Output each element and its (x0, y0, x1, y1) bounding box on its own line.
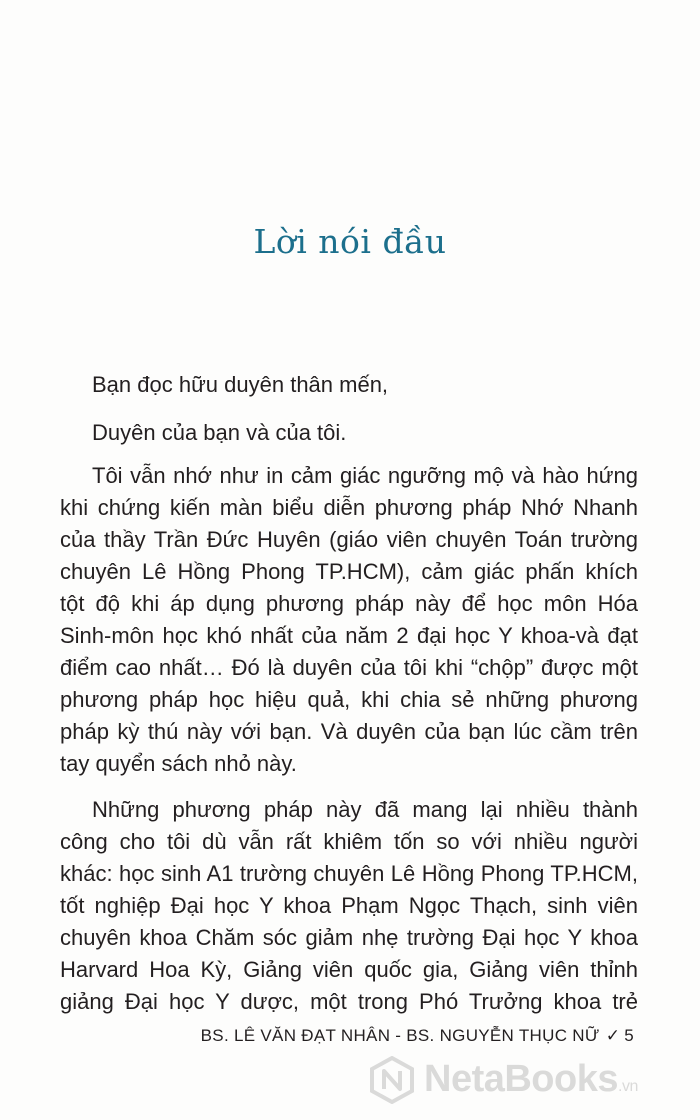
text-line: Tôi vẫn nhớ như in cảm giác ngưỡng mộ và hào hứng (92, 463, 638, 488)
text-line: giảng Đại học Y dược, một trong Phó Trưởng khoa trẻ (60, 989, 638, 1014)
text-line: pháp kỳ thú này với bạn. Và duyên của bạn lúc cầm trên (60, 719, 638, 744)
watermark-brand: NetaBooks (424, 1058, 618, 1100)
text-line: của thầy Trần Đức Huyên (giáo viên chuyên Toán trường (60, 527, 638, 552)
text-line: khi chứng kiến màn biểu diễn phương pháp Nhớ Nhanh (60, 495, 638, 520)
text-line: Những phương pháp này đã mang lại nhiều thành (92, 797, 638, 822)
greeting-line: Duyên của bạn và của tôi. (92, 420, 347, 445)
text-line: khác: học sinh A1 trường chuyên Lê Hồng Phong TP.HCM, (60, 861, 638, 886)
page-footer (201, 1026, 634, 1046)
text-line: Harvard Hoa Kỳ, Giảng viên quốc gia, Giảng viên thỉnh (60, 957, 638, 982)
watermark-text (424, 1058, 638, 1101)
text-line: chuyên Lê Hồng Phong TP.HCM), cảm giác phấn khích (60, 559, 638, 584)
text-line: phương pháp học hiệu quả, khi chia sẻ những phương (60, 687, 638, 712)
watermark-suffix: .vn (618, 1078, 638, 1095)
text-line: điểm cao nhất… Đó là duyên của tôi khi “chộp” được một (60, 655, 638, 680)
chapter-title: Lời nói đầu (253, 222, 447, 261)
text-line: chuyên khoa Chăm sóc giảm nhẹ trường Đại học Y khoa (60, 925, 638, 950)
check-icon: ✓ (605, 1026, 621, 1045)
text-line: Sinh-môn học khó nhất của năm 2 đại học Y khoa-và đạt (60, 623, 638, 648)
footer-authors: BS. LÊ VĂN ĐẠT NHÂN - BS. NGUYỄN THỤC NỮ (200, 1026, 600, 1045)
netabooks-logo-icon (368, 1056, 416, 1104)
text-line: công cho tôi dù vẫn rất khiêm tốn so với nhiều người (60, 829, 638, 854)
text-line: tột độ khi áp dụng phương pháp này để học môn Hóa (60, 591, 638, 616)
netabooks-watermark (368, 1052, 700, 1108)
page-number: 5 (624, 1026, 634, 1045)
greeting-line: Bạn đọc hữu duyên thân mến, (92, 372, 389, 397)
text-line: tay quyển sách nhỏ này. (60, 751, 297, 776)
text-line: tốt nghiệp Đại học Y khoa Phạm Ngọc Thạch, sinh viên (60, 893, 638, 918)
